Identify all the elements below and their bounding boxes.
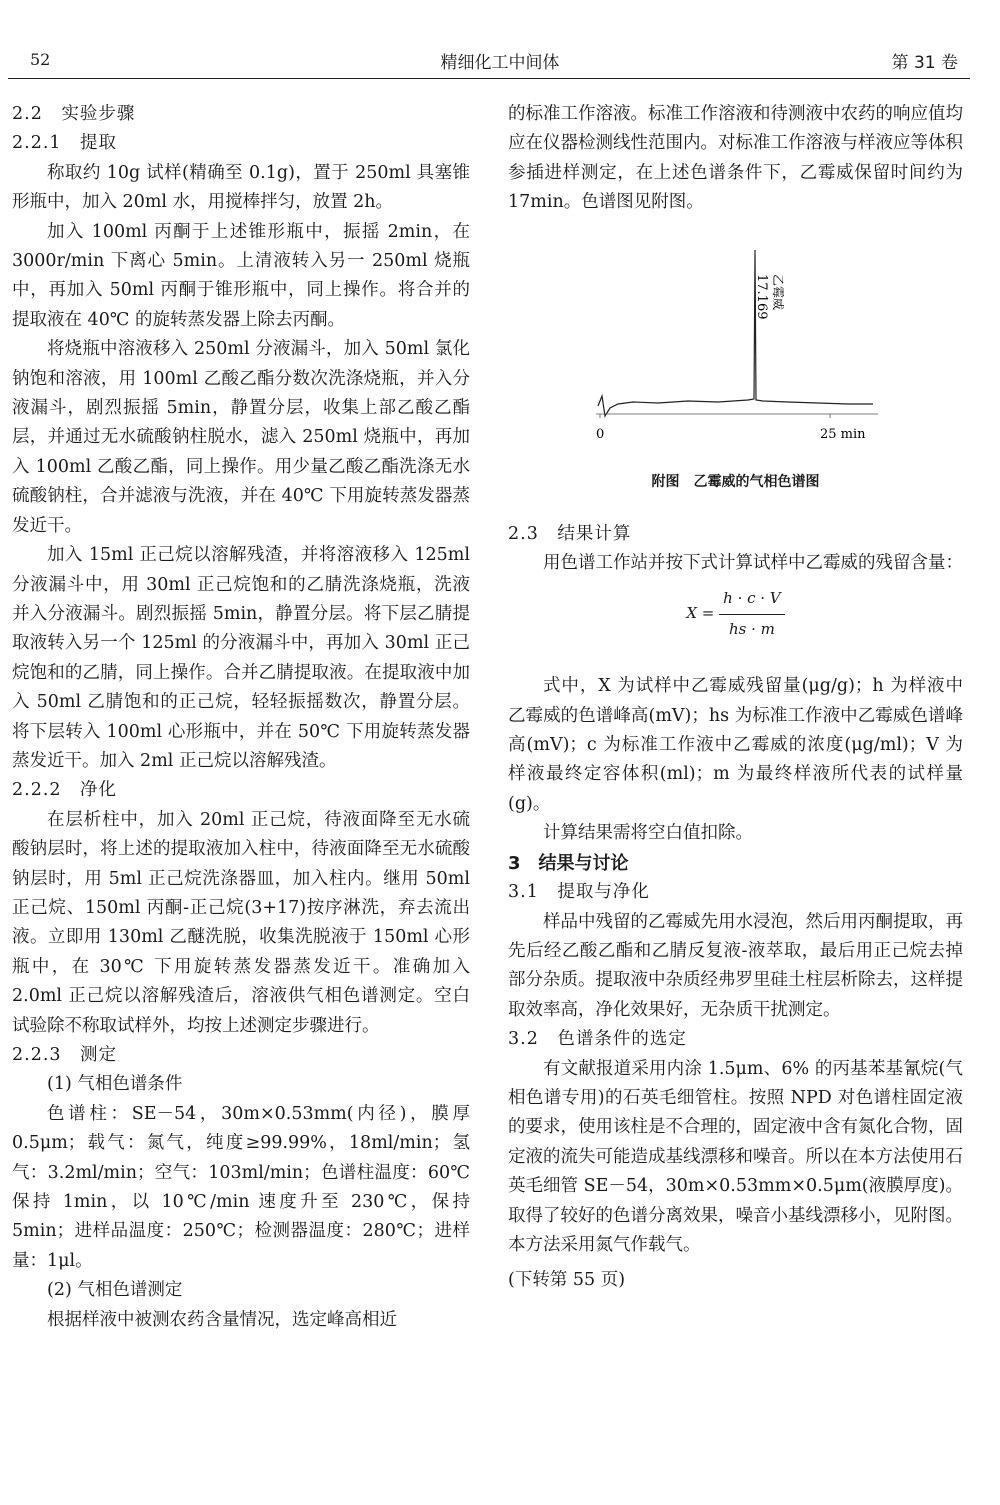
- page-header: [0, 0, 1000, 84]
- journal-title: 精细化工中间体: [440, 53, 560, 73]
- subheading-gc-conditions: (1) 气相色谱条件: [47, 1074, 183, 1095]
- section-3-1-heading: 3.1 提取与净化: [508, 882, 650, 903]
- header-rule: [8, 78, 970, 79]
- paragraph: 计算结果需将空白值扣除。: [543, 823, 753, 844]
- paragraph: 在层析柱中，加入 20ml 正己烷，待液面降至无水硫酸钠层时，将上述的提取液加入柱中，待液面降至无水硫酸钠层时，用 5ml 正己烷洗涤器皿，加入柱内。继用 50ml 正己烷、150ml 丙酮-正己烷(3+17)按序淋洗，弃去流出液。立即用 130ml 乙醚洗脱，收集洗脱液于 150ml 心形瓶中，在 30℃ 下用旋转蒸发器蒸发近干。准确加入 2.0ml 正己烷以溶解残渣后，溶液供气相色谱测定。空白试验除不称取试样外，均按上述测定步骤进行。: [12, 809, 470, 1036]
- section-2-2-heading: 2.2 实验步骤: [12, 104, 136, 124]
- formula-denominator: hs · m: [728, 619, 775, 638]
- x-end-label: 25 min: [820, 426, 866, 442]
- section-3-heading: 3 结果与讨论: [508, 852, 629, 874]
- paragraph: 式中，X 为试样中乙霉威残留量(μg/g)；h 为样液中乙霉威的色谱峰高(mV)；hs 为标准工作液中乙霉威色谱峰高(mV)；c 为标准工作液中乙霉威的浓度(μg/ml)；V 为样液最终定容体积(ml)；m 为最终样液所代表的试样量(g)。: [508, 676, 963, 814]
- paragraph: 将烧瓶中溶液移入 250ml 分液漏斗，加入 50ml 氯化钠饱和溶液，用 100ml 乙酸乙酯分数次洗涤烧瓶，并入分液漏斗，剧烈振摇 5min，静置分层，收集上部乙酸乙酯层，并通过无水硫酸钠柱脱水，滤入 250ml 烧瓶中，再加入 100ml 乙酸乙酯，同上操作。用少量乙酸乙酯洗涤无水硫酸钠柱，合并滤液与洗液，并在 40℃ 下用旋转蒸发器蒸发近干。: [12, 339, 470, 536]
- peak-time-label: 17.169: [754, 273, 769, 320]
- section-2-3-heading: 2.3 结果计算: [508, 523, 632, 544]
- paragraph: 色谱柱：SE－54，30m×0.53mm(内径)，膜厚 0.5μm；载气：氮气，纯度≥99.99%，18ml/min；氢气：3.2ml/min；空气：103ml/min；色谱柱温度：60℃ 保持 1min，以 10℃/min 速度升至 230℃，保持 5min；进样品温度：250℃；检测器温度：280℃；进样量：1μl。: [12, 1103, 470, 1271]
- right-column: [508, 100, 963, 1296]
- chromatogram-figure: [508, 218, 963, 520]
- section-2-2-2-heading: 2.2.2 净化: [12, 780, 118, 801]
- paragraph: 的标准工作溶液。标准工作溶液和待测液中农药的响应值均应在仪器检测线性范围内。对标准工作溶液与样液应等体积参插进样测定，在上述色谱条件下，乙霉威保留时间约为 17min。色谱图见附图。: [508, 104, 963, 213]
- continued-note: (下转第 55 页): [508, 1270, 626, 1291]
- section-3-2-heading: 3.2 色谱条件的选定: [508, 1029, 687, 1050]
- paragraph: 根据样液中被测农药含量情况，选定峰高相近: [47, 1309, 397, 1330]
- chromatogram-trace: [598, 250, 873, 416]
- formula-lhs: X =: [686, 604, 715, 623]
- subheading-gc-measurement: (2) 气相色谱测定: [47, 1280, 183, 1301]
- formula-fraction: [719, 584, 785, 644]
- figure-caption: 附图 乙霉威的气相色谱图: [651, 473, 820, 490]
- volume-label: 第 31 卷: [891, 53, 958, 73]
- paragraph: 称取约 10g 试样(精确至 0.1g)，置于 250ml 具塞锥形瓶中，加入 20ml 水，用搅棒拌匀，放置 2h。: [12, 162, 470, 213]
- peak-name-label: 乙霉威: [771, 273, 785, 310]
- x-start-label: 0: [596, 426, 605, 442]
- paragraph: 样品中残留的乙霉威先用水浸泡，然后用丙酮提取，再先后经乙酸乙酯和乙腈反复液-液萃取，最后用正己烷去掉部分杂质。提取液中杂质经弗罗里硅土柱层析除去，这样提取效率高，净化效果好，无杂质干扰测定。: [508, 911, 963, 1020]
- left-column: [12, 100, 470, 1335]
- formula-numerator: h · c · V: [719, 584, 785, 614]
- section-2-2-3-heading: 2.2.3 测定: [12, 1045, 118, 1065]
- section-2-2-1-heading: 2.2.1 提取: [12, 133, 118, 154]
- paragraph: 有文献报道采用内涂 1.5μm、6% 的丙基苯基氰烷(气相色谱专用)的石英毛细管柱。按照 NPD 对色谱柱固定液的要求，使用该柱是不合理的，固定液中含有氮化合物，固定液的流失可能造成基线漂移和噪音。所以在本方法使用石英毛细管 SE－54，30m×0.53mm×0.5μm(液膜厚度)。取得了较好的色谱分离效果，噪音小基线漂移小，见附图。本方法采用氮气作载气。: [508, 1058, 963, 1255]
- paragraph: 加入 100ml 丙酮于上述锥形瓶中，振摇 2min，在 3000r/min 下离心 5min。上清液转入另一 250ml 烧瓶中，再加入 50ml 丙酮于锥形瓶中，同上操作。将合并的提取液在 40℃ 的旋转蒸发器上除去丙酮。: [12, 221, 470, 330]
- paragraph: 加入 15ml 正己烷以溶解残渣，并将溶液移入 125ml 分液漏斗中，用 30ml 正己烷饱和的乙腈洗涤烧瓶，洗液并入分液漏斗。剧烈振摇 5min，静置分层。将下层乙腈提取液转入另一个 125ml 的分液漏斗中，再加入 30ml 正己烷饱和的乙腈，同上操作。合并乙腈提取液。在提取液中加入 50ml 乙腈饱和的正己烷，轻轻振摇数次，静置分层。将下层转入 100ml 心形瓶中，并在 50℃ 下用旋转蒸发器蒸发近干。加入 2ml 正己烷以溶解残渣。: [12, 545, 470, 771]
- page-number: 52: [30, 50, 51, 69]
- chromatogram-plot: [588, 226, 888, 451]
- paragraph: 用色谱工作站并按下式计算试样中乙霉威的残留含量：: [543, 553, 963, 574]
- formula: [508, 584, 963, 644]
